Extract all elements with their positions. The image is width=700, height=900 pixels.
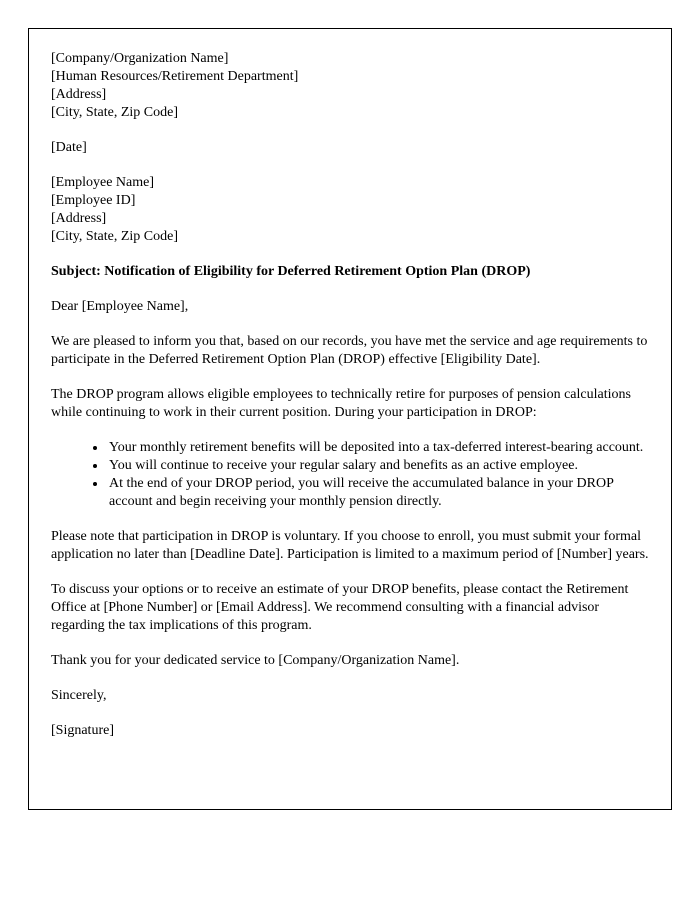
recipient-employee-id: [Employee ID] — [51, 193, 136, 208]
drop-benefits-list — [51, 439, 649, 511]
recipient-name: [Employee Name] — [51, 175, 155, 190]
date-block — [51, 139, 649, 157]
recipient-address: [Address] — [51, 211, 107, 226]
recipient-city-state-zip: [City, State, Zip Code] — [51, 229, 179, 244]
salutation: Dear [Employee Name], — [51, 299, 189, 314]
paragraph-intro: We are pleased to inform you that, based on our records, you have met the service and age requirements to participate in the Deferred Retirement Option Plan (DROP) effective [Eligibility Date]. — [51, 334, 648, 367]
paragraph-thanks: Thank you for your dedicated service to [Company/Organization Name]. — [51, 653, 460, 668]
letter-date: [Date] — [51, 140, 87, 155]
paragraph-program-description: The DROP program allows eligible employees to technically retire for purposes of pension calculations while continuing to work in their current position. During your participation in DROP: — [51, 387, 631, 420]
paragraph-voluntary-note: Please note that participation in DROP is voluntary. If you choose to enroll, you must submit your formal application no later than [Deadline Date]. Participation is limited to a maximum period of [Number] years. — [51, 529, 649, 562]
closing: Sincerely, — [51, 688, 107, 703]
list-item: • At the end of your DROP period, you will receive the accumulated balance in your DROP account and begin receiving your monthly pension directly. — [107, 475, 649, 511]
subject-line: Subject: Notification of Eligibility for Deferred Retirement Option Plan (DROP) — [51, 264, 531, 279]
letter-page — [28, 28, 672, 810]
recipient-address-block — [51, 174, 649, 246]
sender-company: [Company/Organization Name] — [51, 51, 229, 66]
sender-address: [Address] — [51, 87, 107, 102]
paragraph-contact-info: To discuss your options or to receive an estimate of your DROP benefits, please contact the Retirement Office at [Phone Number] or [Email Address]. We recommend consulting with a financial advisor regarding the tax implications of this program. — [51, 582, 629, 633]
sender-city-state-zip: [City, State, Zip Code] — [51, 105, 179, 120]
list-item: • You will continue to receive your regular salary and benefits as an active employee. — [107, 457, 649, 475]
sender-department: [Human Resources/Retirement Department] — [51, 69, 299, 84]
list-item: • Your monthly retirement benefits will be deposited into a tax-deferred interest-bearing account. — [107, 439, 649, 457]
sender-address-block — [51, 50, 649, 122]
signature-placeholder: [Signature] — [51, 723, 114, 738]
